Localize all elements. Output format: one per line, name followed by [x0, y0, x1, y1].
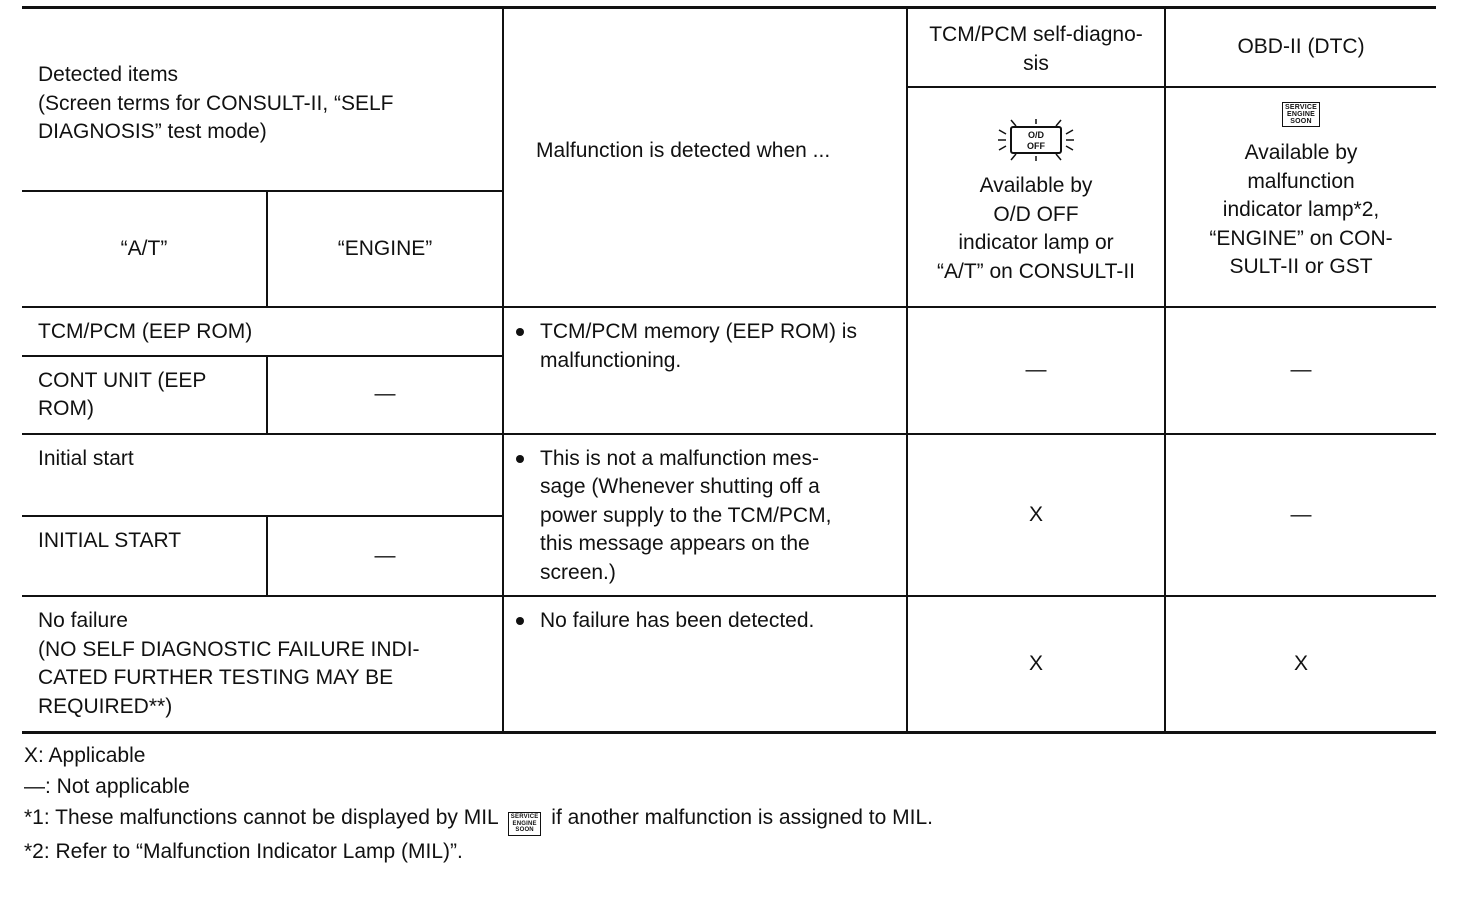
no-failure-obd-applicability: [1165, 596, 1436, 732]
obd-availability-line: “ENGINE” on CON-: [1209, 226, 1393, 250]
list-item: [512, 607, 898, 636]
list-item: [512, 445, 898, 588]
engine-screen-term-header: [267, 191, 503, 307]
detected-items-line: Detected items: [38, 63, 179, 86]
list-item: [512, 318, 898, 375]
description-line: this message appears on the: [540, 532, 810, 555]
cont-unit-screen-term: [22, 356, 267, 434]
detected-items-header: [22, 8, 503, 192]
no-failure-line: CATED FURTHER TESTING MAY BE: [38, 666, 394, 689]
badge-line: SERVICE: [510, 814, 539, 820]
eep-rom-at-term: [22, 307, 503, 356]
obd-header-text: OBD-II (DTC): [1237, 35, 1365, 58]
applicability-value: X: [1029, 502, 1044, 526]
badge-line: SERVICE: [1285, 104, 1318, 111]
header-row-1: [22, 8, 1436, 88]
footnote-1-text-b: if another malfunction is assigned to MIL.: [551, 806, 933, 829]
initial-start-engine-term: [267, 516, 503, 596]
badge-line: ENGINE: [1286, 111, 1316, 118]
obd-header: [1165, 8, 1436, 88]
initial-start-text: Initial start: [38, 446, 134, 470]
screen-term-line: ROM): [38, 397, 94, 420]
engine-label: “ENGINE”: [337, 236, 433, 260]
badge-line: ENGINE: [512, 820, 537, 827]
footnotes: [24, 740, 933, 867]
description-line: sage (Whenever shutting off a: [540, 475, 820, 498]
bullet-icon: [516, 617, 524, 625]
tcm-availability-line: O/D OFF: [993, 202, 1079, 226]
initial-start-description: [503, 434, 907, 597]
applicability-value: —: [1290, 502, 1312, 526]
description-line: malfunctioning.: [540, 348, 682, 372]
od-off-lamp-icon: [996, 118, 1076, 162]
applicability-value: X: [1294, 651, 1309, 675]
badge-line: SOON: [515, 827, 534, 833]
footnote-1-text-a: *1: These malfunctions cannot be displayed by MIL: [24, 806, 498, 829]
screen-term-line: CONT UNIT (EEP: [38, 368, 207, 392]
tcm-availability-line: Available by: [979, 174, 1093, 197]
footnote-applicable: X: Applicable: [24, 744, 146, 767]
detected-items-line: (Screen terms for CONSULT-II, “SELF: [38, 91, 394, 115]
initial-start-tcm-applicability: [907, 434, 1165, 597]
no-failure-line: (NO SELF DIAGNOSTIC FAILURE INDI-: [38, 637, 420, 661]
service-engine-soon-icon: [1282, 102, 1320, 127]
engine-term-value: —: [374, 543, 396, 567]
initial-start-screen-term: [22, 516, 267, 596]
screen-term-line: INITIAL START: [38, 528, 182, 552]
engine-term-value: —: [374, 382, 396, 406]
eep-rom-description: [503, 307, 907, 434]
footnote-1: [24, 802, 933, 836]
tcm-availability-line: indicator lamp or: [958, 231, 1114, 254]
no-failure-line: No failure: [38, 609, 128, 632]
description-line: TCM/PCM memory (EEP ROM) is: [540, 320, 857, 343]
no-failure-tcm-applicability: [907, 596, 1165, 732]
obd-availability-line: indicator lamp*2,: [1222, 198, 1380, 221]
obd-availability-cell: [1165, 87, 1436, 307]
obd-availability-line: SULT-II or GST: [1229, 255, 1373, 278]
tcm-pcm-header: [907, 8, 1165, 88]
applicability-value: —: [1025, 358, 1047, 381]
no-failure-description: [503, 596, 907, 732]
off-lamp-label: OFF: [1027, 141, 1046, 151]
malfunction-header-text: Malfunction is detected when ...: [536, 139, 831, 163]
eep-rom-at-text: TCM/PCM (EEP ROM): [38, 320, 253, 343]
obd-availability-line: malfunction: [1247, 169, 1355, 193]
footnote-not-applicable: —: Not applicable: [24, 775, 190, 798]
tcm-availability-cell: [907, 87, 1165, 307]
initial-start-obd-applicability: [1165, 434, 1436, 597]
badge-line: SOON: [1290, 118, 1312, 125]
description-line: power supply to the TCM/PCM,: [540, 503, 832, 527]
no-failure-term: [22, 596, 503, 732]
description-line: This is not a malfunction mes-: [540, 446, 819, 470]
eep-rom-tcm-applicability: [907, 307, 1165, 434]
table-row: [22, 434, 1436, 516]
tcm-availability-line: “A/T” on CONSULT-II: [937, 259, 1135, 283]
od-lamp-label: O/D: [1028, 130, 1045, 140]
table-row: [22, 596, 1436, 732]
service-engine-soon-icon: [508, 812, 542, 836]
footnote-2: *2: Refer to “Malfunction Indicator Lamp (MIL)”.: [24, 839, 463, 863]
table-row: [22, 307, 1436, 356]
description-line: screen.): [540, 560, 616, 584]
bullet-icon: [516, 328, 524, 336]
malfunction-header: [503, 8, 907, 308]
applicability-value: X: [1029, 651, 1044, 675]
eep-rom-obd-applicability: [1165, 307, 1436, 434]
at-screen-term-header: [22, 191, 267, 307]
obd-availability-line: Available by: [1244, 141, 1358, 164]
at-label: “A/T”: [120, 236, 168, 260]
detected-items-line: DIAGNOSIS” test mode): [38, 120, 267, 143]
no-failure-line: REQUIRED**): [38, 694, 173, 718]
eep-rom-engine-term: [267, 356, 503, 434]
description-line: No failure has been detected.: [540, 609, 815, 632]
tcm-pcm-header-line: sis: [1023, 51, 1049, 75]
initial-start-at-term: [22, 434, 503, 516]
applicability-value: —: [1290, 358, 1312, 381]
self-diagnosis-table: [22, 6, 1436, 734]
tcm-pcm-header-line: TCM/PCM self-diagno-: [929, 23, 1143, 46]
bullet-icon: [516, 455, 524, 463]
